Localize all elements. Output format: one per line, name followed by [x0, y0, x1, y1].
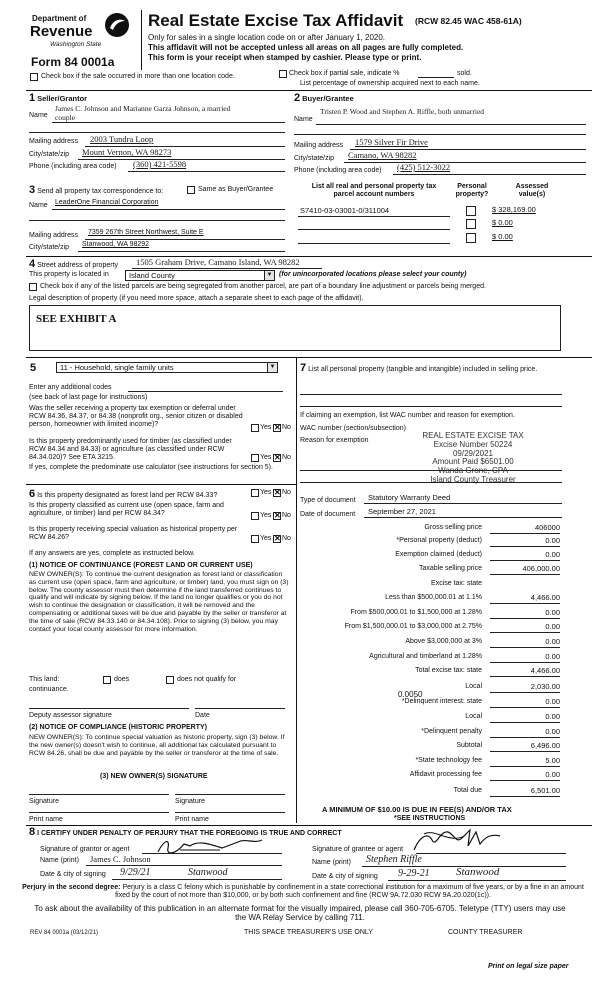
forest-no-label: No: [282, 489, 291, 496]
calc-row: [300, 742, 560, 754]
grantee-date-label: Date & city of signing: [312, 873, 378, 880]
parcels-col3: [500, 183, 564, 199]
parcels-col1-line2: parcel account numbers: [333, 191, 415, 199]
seller-city-label: City/state/zip: [29, 151, 70, 158]
historic-yes-label: Yes: [260, 535, 272, 542]
current-use-no-label: No: [282, 512, 291, 519]
calc-row: [300, 771, 560, 783]
doc-date-line: [364, 517, 562, 518]
stamp-line-2: Excise Number 50224: [433, 439, 513, 449]
partial-sale-label: Check box if partial sale, indicate %: [289, 70, 400, 77]
street-field[interactable]: 1505 Graham Drive, Camano Island, WA 98282: [136, 257, 300, 267]
section5-divider: [26, 484, 296, 485]
accessibility-note: To ask about the availability of this publication in an alternate format for the visually impaired, please call 360-705-6705. Teletype (TTY) users may use the WA Relay Service by calling 711.: [34, 904, 566, 923]
calc-row-value[interactable]: 6,501.00: [490, 787, 560, 797]
calc-row-value[interactable]: 0.00: [490, 623, 560, 633]
legal-label: Legal description of property (if you need more space, attach a separate sheet to each page of the affidavit).: [29, 295, 364, 302]
section7-heading: 7 List all personal property (tangible and intangible) included in selling price.: [300, 362, 538, 374]
land-does-label: does: [114, 676, 130, 683]
calc-row-value[interactable]: 406,000.00: [490, 565, 560, 575]
grantor-date-line: [112, 879, 282, 880]
calc-row-label: Taxable selling price: [418, 565, 482, 572]
calc-row-label: *Delinquent interest: state: [401, 698, 482, 705]
calc-row-value[interactable]: 0.00: [490, 638, 560, 648]
grantor-date-field[interactable]: 9/29/21: [120, 867, 151, 878]
calc-row-label: Local: [465, 683, 482, 690]
form-number: Form 84 0001a: [31, 55, 115, 69]
exemption-instruction: If claiming an exemption, list WAC number and reason for exemption.: [300, 412, 515, 419]
timber-yes-label: Yes: [260, 454, 272, 461]
personal-property-line-1[interactable]: [300, 394, 562, 395]
corr-city-field[interactable]: Stanwood, WA 98292: [82, 241, 150, 248]
seller-mailing-label: Mailing address: [29, 138, 79, 145]
calc-row-value[interactable]: 0.00: [490, 537, 560, 547]
parcel-row-3-value[interactable]: $ 0.00: [492, 232, 513, 241]
calc-row-label: Local: [465, 713, 482, 720]
calc-row-label: Excise tax: state: [431, 580, 482, 587]
stamp-line-4: Amount Paid $6501.00: [432, 457, 514, 467]
exemption-yes-label: Yes: [260, 424, 272, 431]
notice1-text: NEW OWNER(S): To continue the current designation as forest land or classification as current use (open space, farm and agriculture, or timber) land, you must sign on (3) below. The county assessor must then determine if the land transferred continues to qualify and will indicate by signing below. If the land no longer qualifies or you do not wish to continue the designation or classification, it will be removed and the compensating or additional taxes will be due and payable by the seller or transferor at the time of sale (RCW 84.33.140 or 84.34.108). Prior to signing (3) below, you may contact your local county assessor for more information.: [29, 571, 289, 633]
calc-row-value[interactable]: 0.00: [490, 653, 560, 663]
dor-logo: [30, 10, 130, 60]
calc-row: [300, 565, 560, 577]
parcels-col1: [300, 183, 448, 199]
county-select-value: Island County: [129, 271, 175, 280]
current-use-yes-checkbox[interactable]: [251, 512, 259, 520]
street-label: Street address of property: [37, 262, 119, 269]
corr-name-line: [52, 209, 285, 210]
segregated-label: Check box if any of the listed parcels are being segregated from another parcel, are part of a boundary line adjustment or parcels being merged.: [40, 283, 486, 290]
calc-row-value[interactable]: 0.00: [490, 698, 560, 708]
owner2-signature-line[interactable]: [175, 794, 285, 795]
same-as-buyer-label: Same as Buyer/Grantee: [198, 186, 274, 193]
calc-row-value[interactable]: 0.00: [490, 713, 560, 723]
calc-row: [300, 757, 560, 769]
county-select[interactable]: [125, 270, 275, 281]
calc-row: [300, 537, 560, 549]
doc-type-label: Type of document: [300, 497, 356, 504]
corr-mailing-line: [85, 239, 285, 240]
seller-heading-text: Seller/Grantor: [37, 94, 88, 103]
owner1-print-label: Print name: [29, 816, 63, 823]
correspondence-heading: 3 Send all property tax correspondence to:: [29, 184, 164, 196]
grantee-signature: [410, 826, 510, 854]
grantor-name-label: Name (print): [40, 857, 79, 864]
parcel-row-1-number[interactable]: S7410-03-03001-0/311004: [300, 206, 390, 215]
same-as-buyer-checkbox[interactable]: [187, 186, 195, 194]
seller-city-field[interactable]: Mount Vernon, WA 98273: [82, 147, 172, 157]
seller-name-line: [52, 122, 285, 123]
stamp-line-1: REAL ESTATE EXCISE TAX: [422, 431, 524, 440]
grantee-signature-label: Signature of grantee or agent: [312, 846, 404, 853]
legal-description-box[interactable]: [29, 305, 561, 351]
perjury-notice: [16, 884, 590, 900]
calc-row: [300, 667, 560, 679]
located-label: This property is located in: [29, 271, 109, 278]
chevron-down-icon[interactable]: ▼: [267, 363, 277, 372]
corr-mailing-label: Mailing address: [29, 232, 79, 239]
grantor-name-line: [86, 865, 282, 866]
corr-name-field[interactable]: LeaderOne Financial Corporation: [55, 199, 159, 206]
historic-no-checkbox[interactable]: [273, 535, 281, 543]
calc-row-value[interactable]: 0.00: [490, 728, 560, 738]
predominate-use-note: If yes, complete the predominate use calculator (see instructions for section 5).: [29, 464, 273, 471]
calc-row-value[interactable]: 0.00: [490, 551, 560, 561]
owner2-signature-label: Signature: [175, 798, 205, 805]
partial-sold-label: sold.: [457, 70, 472, 77]
stamp-line-5: Wanda Grone, CPA: [438, 466, 508, 476]
dept-line2: Revenue: [30, 23, 93, 40]
see-back-label: (see back of last page for instructions): [29, 394, 148, 401]
parcels-col3-line1: Assessed: [515, 183, 549, 190]
calc-row-value[interactable]: 0.00: [490, 771, 560, 781]
land-use-select-value: 11 - Household, single family units: [60, 363, 174, 372]
legal-size-note: Print on legal size paper: [488, 963, 569, 970]
corr-name-label: Name: [29, 202, 48, 209]
instruction-2: This affidavit will not be accepted unless all areas on all pages are fully completed.: [148, 43, 464, 52]
parcel-row-3-personal-checkbox[interactable]: [466, 233, 476, 243]
grantee-city-field[interactable]: Stanwood: [456, 866, 500, 878]
county-note: (for unincorporated locations please select your county): [279, 271, 467, 278]
calc-row: [300, 653, 560, 665]
dept-line3: Washington State: [50, 41, 102, 48]
land-does-not-checkbox[interactable]: [166, 676, 174, 684]
buyer-name-line: [316, 124, 586, 125]
form-title-ref: (RCW 82.45 WAC 458-61A): [415, 16, 522, 26]
partial-sale-pct-field[interactable]: [418, 77, 454, 78]
additional-codes-line[interactable]: [128, 391, 283, 392]
calc-row: [300, 609, 560, 621]
owner1-signature-label: Signature: [29, 798, 59, 805]
parcel-row-2-value[interactable]: $ 0.00: [492, 218, 513, 227]
calc-row-value[interactable]: 2,030.00: [490, 683, 560, 693]
list-pct-label: List percentage of ownership acquired next to each name.: [300, 80, 480, 87]
dept-line1: Department of: [32, 14, 87, 23]
treasurer-use-only: THIS SPACE TREASURER'S USE ONLY: [244, 929, 373, 936]
parcel-row-1-personal-checkbox[interactable]: [466, 206, 476, 216]
owner1-print-line[interactable]: [29, 812, 169, 813]
calc-row: [300, 728, 560, 740]
forest-no-checkbox[interactable]: [273, 489, 281, 497]
land-does-checkbox[interactable]: [103, 676, 111, 684]
calc-row-label: Subtotal: [456, 742, 482, 749]
section6-q1: 6 Is this property designated as forest land per RCW 84.33?: [29, 488, 218, 500]
calc-row-value[interactable]: 4,466.00: [490, 594, 560, 604]
parcel-row-3-line: [298, 243, 450, 244]
seller-name-cont: couple: [55, 113, 75, 122]
partial-sale-checkbox[interactable]: [279, 70, 287, 78]
calc-row: [300, 623, 560, 635]
parcel-row-1-value[interactable]: $ 328,169.00: [492, 205, 536, 214]
historic-no-label: No: [282, 535, 291, 542]
grantor-name-field[interactable]: James C. Johnson: [90, 854, 151, 864]
perjury-text: Perjury is a class C felony which is punishable by confinement in a state correctional institution for a maximum of five years, or by a fine in an amount fixed by the court of not more than $10,000, or by both such confinement and fine (RCW 9A.72.030 RCW 9A.20.020(1c)).: [115, 884, 584, 900]
legal-description-text: SEE EXHIBIT A: [36, 313, 117, 325]
doc-type-line: [364, 503, 562, 504]
multi-location-label: Check box if the sale occurred in more than one location code.: [41, 73, 235, 80]
timber-no-checkbox[interactable]: [273, 454, 281, 462]
grantee-date-line: [388, 880, 566, 881]
calc-row-label: Above $3,000,000 at 3%: [405, 638, 482, 645]
notice2-text: NEW OWNER(S): To continue special valuation as historic property, sign (3) below. If the new owner(s) doesn't wish to continue, all additional tax calculated pursuant to RCW 84.26, shall be due and payable by the seller or transferor at the time of sale.: [29, 734, 285, 757]
owner1-signature-line[interactable]: [29, 794, 169, 795]
segregated-checkbox[interactable]: [29, 283, 37, 291]
local-rate: 0.0050: [398, 690, 423, 699]
section5-number: 5: [30, 362, 37, 374]
calc-row-label: From $500,000.01 to $1,500,000 at 1.28%: [350, 609, 482, 616]
seller-extra-line: [29, 132, 285, 133]
minimum-note: A MINIMUM OF $10.00 IS DUE IN FEE(S) AND/OR TAX: [322, 805, 512, 814]
doc-date-field[interactable]: September 27, 2021: [368, 507, 436, 516]
wac-label: WAC number (section/subsection): [300, 425, 406, 432]
stamp-line-3: 09/29/2021: [452, 448, 494, 458]
buyer-city-field[interactable]: Camano, WA 98282: [348, 150, 417, 160]
parcels-col1-line1: List all real and personal property tax: [311, 183, 437, 190]
buyer-extra-line: [294, 134, 586, 135]
current-use-no-checkbox[interactable]: [273, 512, 281, 520]
parcels-col2-line1: Personal: [457, 183, 487, 190]
corr-city-label: City/state/zip: [29, 244, 70, 251]
calc-row-label: Total due: [453, 787, 482, 794]
reason-line-2[interactable]: [300, 482, 562, 483]
forest-yes-checkbox[interactable]: [251, 489, 259, 497]
seller-name-label: Name: [29, 112, 48, 119]
calc-row-label: *Personal property (deduct): [396, 537, 482, 544]
deputy-date-line[interactable]: [195, 708, 285, 709]
section8-heading-text: I CERTIFY UNDER PENALTY OF PERJURY THAT THE FOREGOING IS TRUE AND CORRECT: [37, 830, 342, 837]
deputy-date-label: Date: [195, 712, 210, 719]
timber-no-label: No: [282, 454, 291, 461]
street-heading: 4 Street address of property: [29, 258, 119, 270]
buyer-city-line: [344, 162, 586, 163]
instruction-1: Only for sales in a single location code on or after January 1, 2020.: [148, 33, 386, 42]
calc-row: [300, 787, 560, 799]
timber-question: Is this property predominantly used for timber (as classified under RCW 84.34 and 84.33) or agriculture (as classified under RCW 84.34.020)? See ETA 3215.: [29, 438, 232, 462]
calc-row-value[interactable]: 406000: [490, 524, 560, 534]
parcel-row-2-personal-checkbox[interactable]: [466, 219, 476, 229]
perjury-bold: Perjury in the second degree:: [22, 884, 121, 891]
calc-row: [300, 594, 560, 606]
doc-date-label: Date of document: [300, 511, 356, 518]
parcel-row-1-line: [298, 216, 450, 217]
form-title: Real Estate Excise Tax Affidavit: [148, 11, 404, 30]
divider: [26, 90, 592, 91]
calc-row-value[interactable]: 4,466.00: [490, 667, 560, 677]
corr-city-line: [78, 251, 285, 252]
calc-row-value[interactable]: 0.00: [490, 609, 560, 619]
calc-row-label: Agricultural and timberland at 1.28%: [369, 653, 482, 660]
stamp-line-6: Island County Treasurer: [430, 474, 516, 484]
calc-row-value[interactable]: 5.00: [490, 757, 560, 767]
grantee-date-field[interactable]: 9-29-21: [398, 868, 430, 879]
calc-row: [300, 524, 560, 536]
calc-row-label: Gross selling price: [424, 524, 482, 531]
exemption-no-label: No: [282, 424, 291, 431]
grantor-city-field[interactable]: Stanwood: [188, 867, 228, 878]
grantee-name-label: Name (print): [312, 859, 351, 866]
calc-row: [300, 551, 560, 563]
grantee-name-field[interactable]: Stephen Riffle: [366, 854, 422, 865]
see-instructions: *SEE INSTRUCTIONS: [394, 815, 466, 822]
current-use-question: Is this property classified as current use (open space, farm and agriculture, or timber) land per RCW 84.34?: [29, 502, 224, 518]
buyer-heading: 2 Buyer/Grantee: [294, 92, 354, 104]
buyer-name-label: Name: [294, 116, 313, 123]
instruction-3: This form is your receipt when stamped by cashier. Please type or print.: [148, 53, 422, 62]
this-land-label: This land:: [29, 676, 60, 683]
calc-row-label: Exemption claimed (deduct): [395, 551, 482, 558]
county-treasurer-label: COUNTY TREASURER: [448, 929, 523, 936]
divider: [26, 256, 592, 257]
street-line: [132, 268, 322, 269]
calc-row-label: Less than $500,000.01 at 1.1%: [385, 594, 482, 601]
deputy-signature-line[interactable]: [29, 708, 189, 709]
notice1-title: (1) NOTICE OF CONTINUANCE (FOREST LAND OR CURRENT USE): [29, 562, 253, 569]
correspondence-heading-text: Send all property tax correspondence to:: [37, 188, 164, 195]
chevron-down-icon[interactable]: ▼: [264, 271, 274, 280]
calc-row-label: *State technology fee: [415, 757, 482, 764]
reason-label: Reason for exemption: [300, 437, 369, 444]
calc-row-label: Affidavit processing fee: [409, 771, 482, 778]
seller-mailing-field[interactable]: 2003 Tundra Loop: [90, 134, 154, 144]
land-use-select[interactable]: [56, 362, 278, 373]
forest-question: Is this property designated as forest land per RCW 84.33?: [37, 492, 218, 499]
section8-heading: 8 I CERTIFY UNDER PENALTY OF PERJURY THAT THE FOREGOING IS TRUE AND CORRECT: [29, 826, 342, 838]
parcel-row-2-line: [298, 229, 450, 230]
if-yes-note: If any answers are yes, complete as instructed below.: [29, 550, 195, 557]
calc-row: [300, 638, 560, 650]
timber-yes-checkbox[interactable]: [251, 454, 259, 462]
continuance-label: continuance.: [29, 686, 69, 693]
exemption-question: Was the seller receiving a property tax exemption or deferral under RCW 84.36, 84.37, or 84.38 (nonprofit org., senior citizen or disabled person, homeowner with limited income)?: [29, 405, 243, 429]
owner2-print-line[interactable]: [175, 812, 285, 813]
seller-phone-label: Phone (including area code): [29, 163, 117, 170]
notice3-title: (3) NEW OWNER(S) SIGNATURE: [100, 773, 208, 780]
deputy-signature-label: Deputy assessor signature: [29, 712, 112, 719]
grantor-date-label: Date & city of signing: [40, 871, 106, 878]
seller-heading: 1 Seller/Grantor: [29, 92, 88, 104]
calc-row-label: Total excise tax: state: [415, 667, 482, 674]
historic-yes-checkbox[interactable]: [251, 535, 259, 543]
current-use-yes-label: Yes: [260, 512, 272, 519]
exemption-yes-checkbox[interactable]: [251, 424, 259, 432]
buyer-mailing-label: Mailing address: [294, 142, 344, 149]
grantor-signature-label: Signature of grantor or agent: [40, 846, 130, 853]
forest-yes-label: Yes: [260, 489, 272, 496]
revision-code: REV 84 0001a (03/12/21): [30, 930, 99, 936]
multi-location-checkbox[interactable]: [30, 73, 38, 81]
dor-emblem-icon: [104, 12, 130, 38]
corr-mailing-field[interactable]: 7359 267th Street Northwest, Suite E: [88, 229, 204, 236]
exemption-no-checkbox[interactable]: [273, 424, 281, 432]
reason-line-1[interactable]: [300, 470, 562, 471]
buyer-heading-text: Buyer/Grantee: [302, 94, 354, 103]
calc-row: [300, 580, 560, 592]
buyer-name-field[interactable]: Tristen P. Wood and Stephen A. Riffle, both unmarried: [320, 107, 485, 116]
divider: [26, 357, 592, 358]
calc-row: [300, 713, 560, 725]
land-does-not-label: does not qualify for: [177, 676, 237, 683]
seller-phone-line: [128, 171, 285, 172]
treasurer-stamp: [398, 432, 548, 485]
historic-question: Is this property receiving special valuation as historical property per RCW 84.26?: [29, 526, 238, 542]
buyer-phone-label: Phone (including area code): [294, 167, 382, 174]
additional-codes-label: Enter any additional codes: [29, 384, 112, 391]
seller-phone-field[interactable]: (360) 421-5598: [133, 159, 187, 169]
buyer-city-label: City/state/zip: [294, 155, 335, 162]
section7-heading-text: List all personal property (tangible and intangible) included in selling price.: [308, 366, 538, 373]
parcels-col2-line2: property?: [455, 191, 489, 199]
parcels-col3-line2: value(s): [518, 191, 546, 199]
calc-row: [300, 683, 560, 695]
grantor-signature: [150, 836, 270, 858]
calc-row: [300, 698, 560, 710]
buyer-phone-line: [393, 174, 586, 175]
buyer-phone-field[interactable]: (425) 512-3022: [397, 162, 451, 172]
doc-type-field[interactable]: Statutory Warranty Deed: [368, 493, 451, 502]
notice2-title: (2) NOTICE OF COMPLIANCE (HISTORIC PROPERTY): [29, 724, 207, 731]
calc-row-label: *Delinquent penalty: [421, 728, 482, 735]
owner2-print-label: Print name: [175, 816, 209, 823]
buyer-mailing-field[interactable]: 1579 Silver Fir Drive: [355, 137, 428, 147]
calc-row-value[interactable]: 6,496.00: [490, 742, 560, 752]
personal-property-line-2[interactable]: [300, 406, 562, 407]
corr-extra-line: [29, 220, 285, 221]
calc-row-label: From $1,500,000.01 to $3,000,000 at 2.75%: [344, 623, 482, 630]
parcels-col2: [450, 183, 494, 199]
header-divider: [141, 10, 142, 70]
seller-name-field[interactable]: James C. Johnson and Marianne Garza Johnson, a married: [55, 104, 231, 113]
column-divider: [296, 357, 297, 823]
